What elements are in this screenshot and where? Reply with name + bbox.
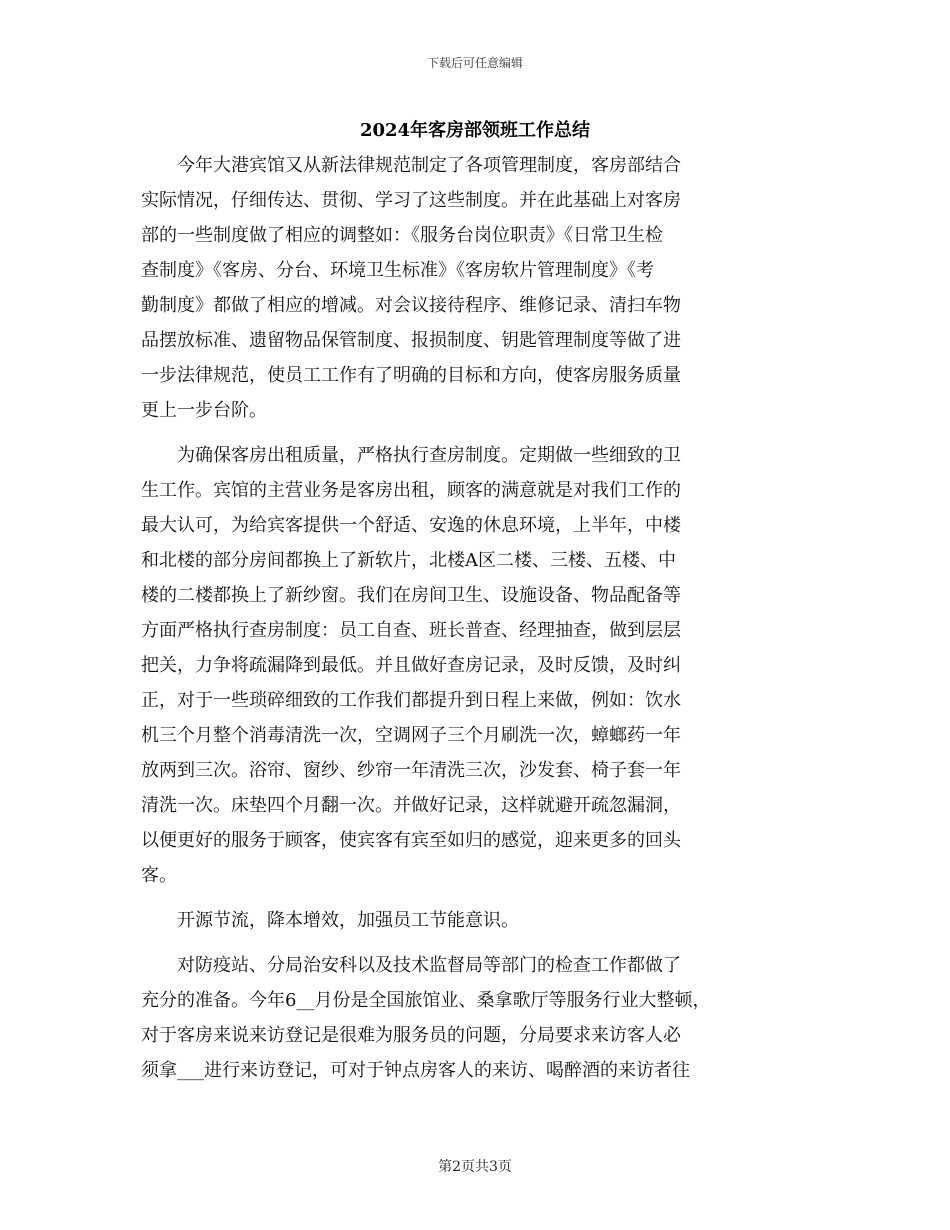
paragraph xyxy=(141,438,833,893)
text-line: 须拿___进行来访登记，可对于钟点房客人的来访、喝醉酒的来访者往 xyxy=(141,1060,690,1081)
text-line: 实际情况，仔细传达、贯彻、学习了这些制度。并在此基础上对客房 xyxy=(141,190,681,211)
text-line: 以便更好的服务于顾客，使宾客有宾至如归的感觉，迎来更多的回头 xyxy=(141,830,681,851)
text-line: 查制度》《客房、分台、环境卫生标准》《客房软片管理制度》《考 xyxy=(141,260,654,281)
text-line: 楼的二楼都换上了新纱窗。我们在房间卫生、设施设备、物品配备等 xyxy=(141,585,681,606)
text-line: 充分的准备。今年6__月份是全国旅馆业、桑拿歌厅等服务行业大整顿， xyxy=(141,990,711,1011)
text-line: 清洗一次。床垫四个月翻一次。并做好记录，这样就避开疏忽漏洞， xyxy=(141,795,681,816)
document-title: 2024年客房部领班工作总结 xyxy=(359,120,591,141)
paragraph xyxy=(141,948,833,1088)
text-line: 把关，力争将疏漏降到最低。并且做好查房记录，及时反馈，及时纠 xyxy=(141,655,681,676)
text-line: 部的一些制度做了相应的调整如：《服务台岗位职责》《日常卫生检 xyxy=(141,225,663,246)
page-number: 第2页共3页 xyxy=(438,1159,512,1175)
text-line: 机三个月整个消毒清洗一次，空调网子三个月刷洗一次，蟑螂药一年 xyxy=(141,725,681,746)
text-line: 正，对于一些琐碎细致的工作我们都提升到日程上来做，例如：饮水 xyxy=(141,690,681,711)
text-line: 和北楼的部分房间都换上了新软片，北楼A区二楼、三楼、五楼、中 xyxy=(141,550,676,571)
text-line: 对防疫站、分局治安科以及技术监督局等部门的检查工作都做了 xyxy=(141,955,681,976)
paragraph xyxy=(141,148,833,428)
paragraph xyxy=(141,903,833,938)
text-line: 放两到三次。浴帘、窗纱、纱帘一年清洗三次，沙发套、椅子套一年 xyxy=(141,760,681,781)
text-line: 为确保客房出租质量，严格执行查房制度。定期做一些细致的卫 xyxy=(141,445,681,466)
text-line: 生工作。宾馆的主营业务是客房出租，顾客的满意就是对我们工作的 xyxy=(141,480,681,501)
page-header-note: 下载后可任意编辑 xyxy=(426,56,523,70)
document-body xyxy=(141,148,833,1088)
text-line: 开源节流，降本增效，加强员工节能意识。 xyxy=(141,910,519,931)
text-line: 品摆放标准、遗留物品保管制度、报损制度、钥匙管理制度等做了进 xyxy=(141,330,681,351)
text-line: 一步法律规范，使员工工作有了明确的目标和方向，使客房服务质量 xyxy=(141,365,681,386)
text-line: 更上一步台阶。 xyxy=(141,400,267,421)
text-line: 对于客房来说来访登记是很难为服务员的问题，分局要求来访客人必 xyxy=(141,1025,681,1046)
text-line: 客。 xyxy=(141,865,177,886)
text-line: 方面严格执行查房制度：员工自查、班长普查、经理抽查，做到层层 xyxy=(141,620,681,641)
text-line: 最大认可，为给宾客提供一个舒适、安逸的休息环境，上半年，中楼 xyxy=(141,515,681,536)
text-line: 勤制度》都做了相应的增减。对会议接待程序、维修记录、清扫车物 xyxy=(141,295,681,316)
text-line: 今年大港宾馆又从新法律规范制定了各项管理制度，客房部结合 xyxy=(141,155,681,176)
